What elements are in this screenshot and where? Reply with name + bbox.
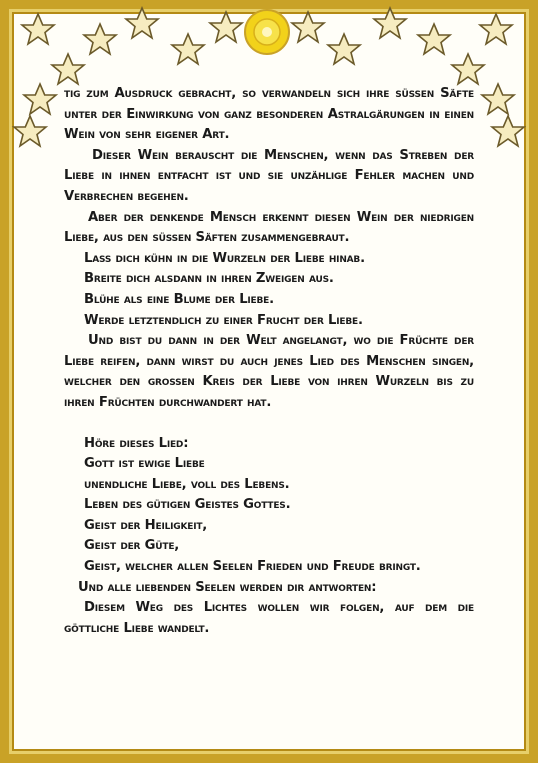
song-line: Und alle liebenden Seelen werden dir antworten: <box>78 579 377 595</box>
verse-line: Lass dich kühn in die Wurzeln der Liebe hinab. <box>84 250 365 266</box>
letter-text <box>64 84 474 639</box>
paragraph: Und bist du dann in der Welt angelangt, wo die Früchte der Liebe reifen, dann wirst du auch jenes Lied des Menschen singen, welcher den grossen Kreis der Liebe von ihren Wurzeln bis zu ihren Früchten durchwandert hat. <box>64 333 474 410</box>
song-line: Gott ist ewige Liebe <box>84 456 205 472</box>
song-line: Diesem Weg des Lichtes wollen wir folgen, auf dem die göttliche Liebe wandelt. <box>64 600 474 636</box>
paragraph: tig zum Ausdruck gebracht, so verwandeln sich ihre süssen Säfte unter der Einwirkung von ganz besonderen Astralgärungen in einen Wein von sehr eigener Art. <box>64 86 474 143</box>
song-line: Höre dieses Lied: <box>84 435 189 451</box>
spacer <box>64 414 474 434</box>
verse-line: Breite dich alsdann in ihren Zweigen aus. <box>84 271 334 287</box>
song-line: Geist, welcher allen Seelen Frieden und Freude bringt. <box>84 559 421 575</box>
song-line: Geist der Güte, <box>84 538 180 554</box>
paragraph: Aber der denkende Mensch erkennt diesen Wein der niedrigen Liebe, aus den süssen Säften zusammengebraut. <box>64 209 474 246</box>
song-line: Geist der Heiligkeit, <box>84 517 208 533</box>
song-line: Leben des gütigen Geistes Gottes. <box>84 497 291 513</box>
paragraph: Dieser Wein berauscht die Menschen, wenn das Streben der Liebe in ihnen entfacht ist und sie unzählige Fehler machen und Verbrechen begehen. <box>64 147 474 204</box>
verse-line: Blühe als eine Blume der Liebe. <box>84 291 274 307</box>
song-line: unendliche Liebe, voll des Lebens. <box>84 476 290 492</box>
verse-line: Werde letztendlich zu einer Frucht der Liebe. <box>84 312 363 328</box>
